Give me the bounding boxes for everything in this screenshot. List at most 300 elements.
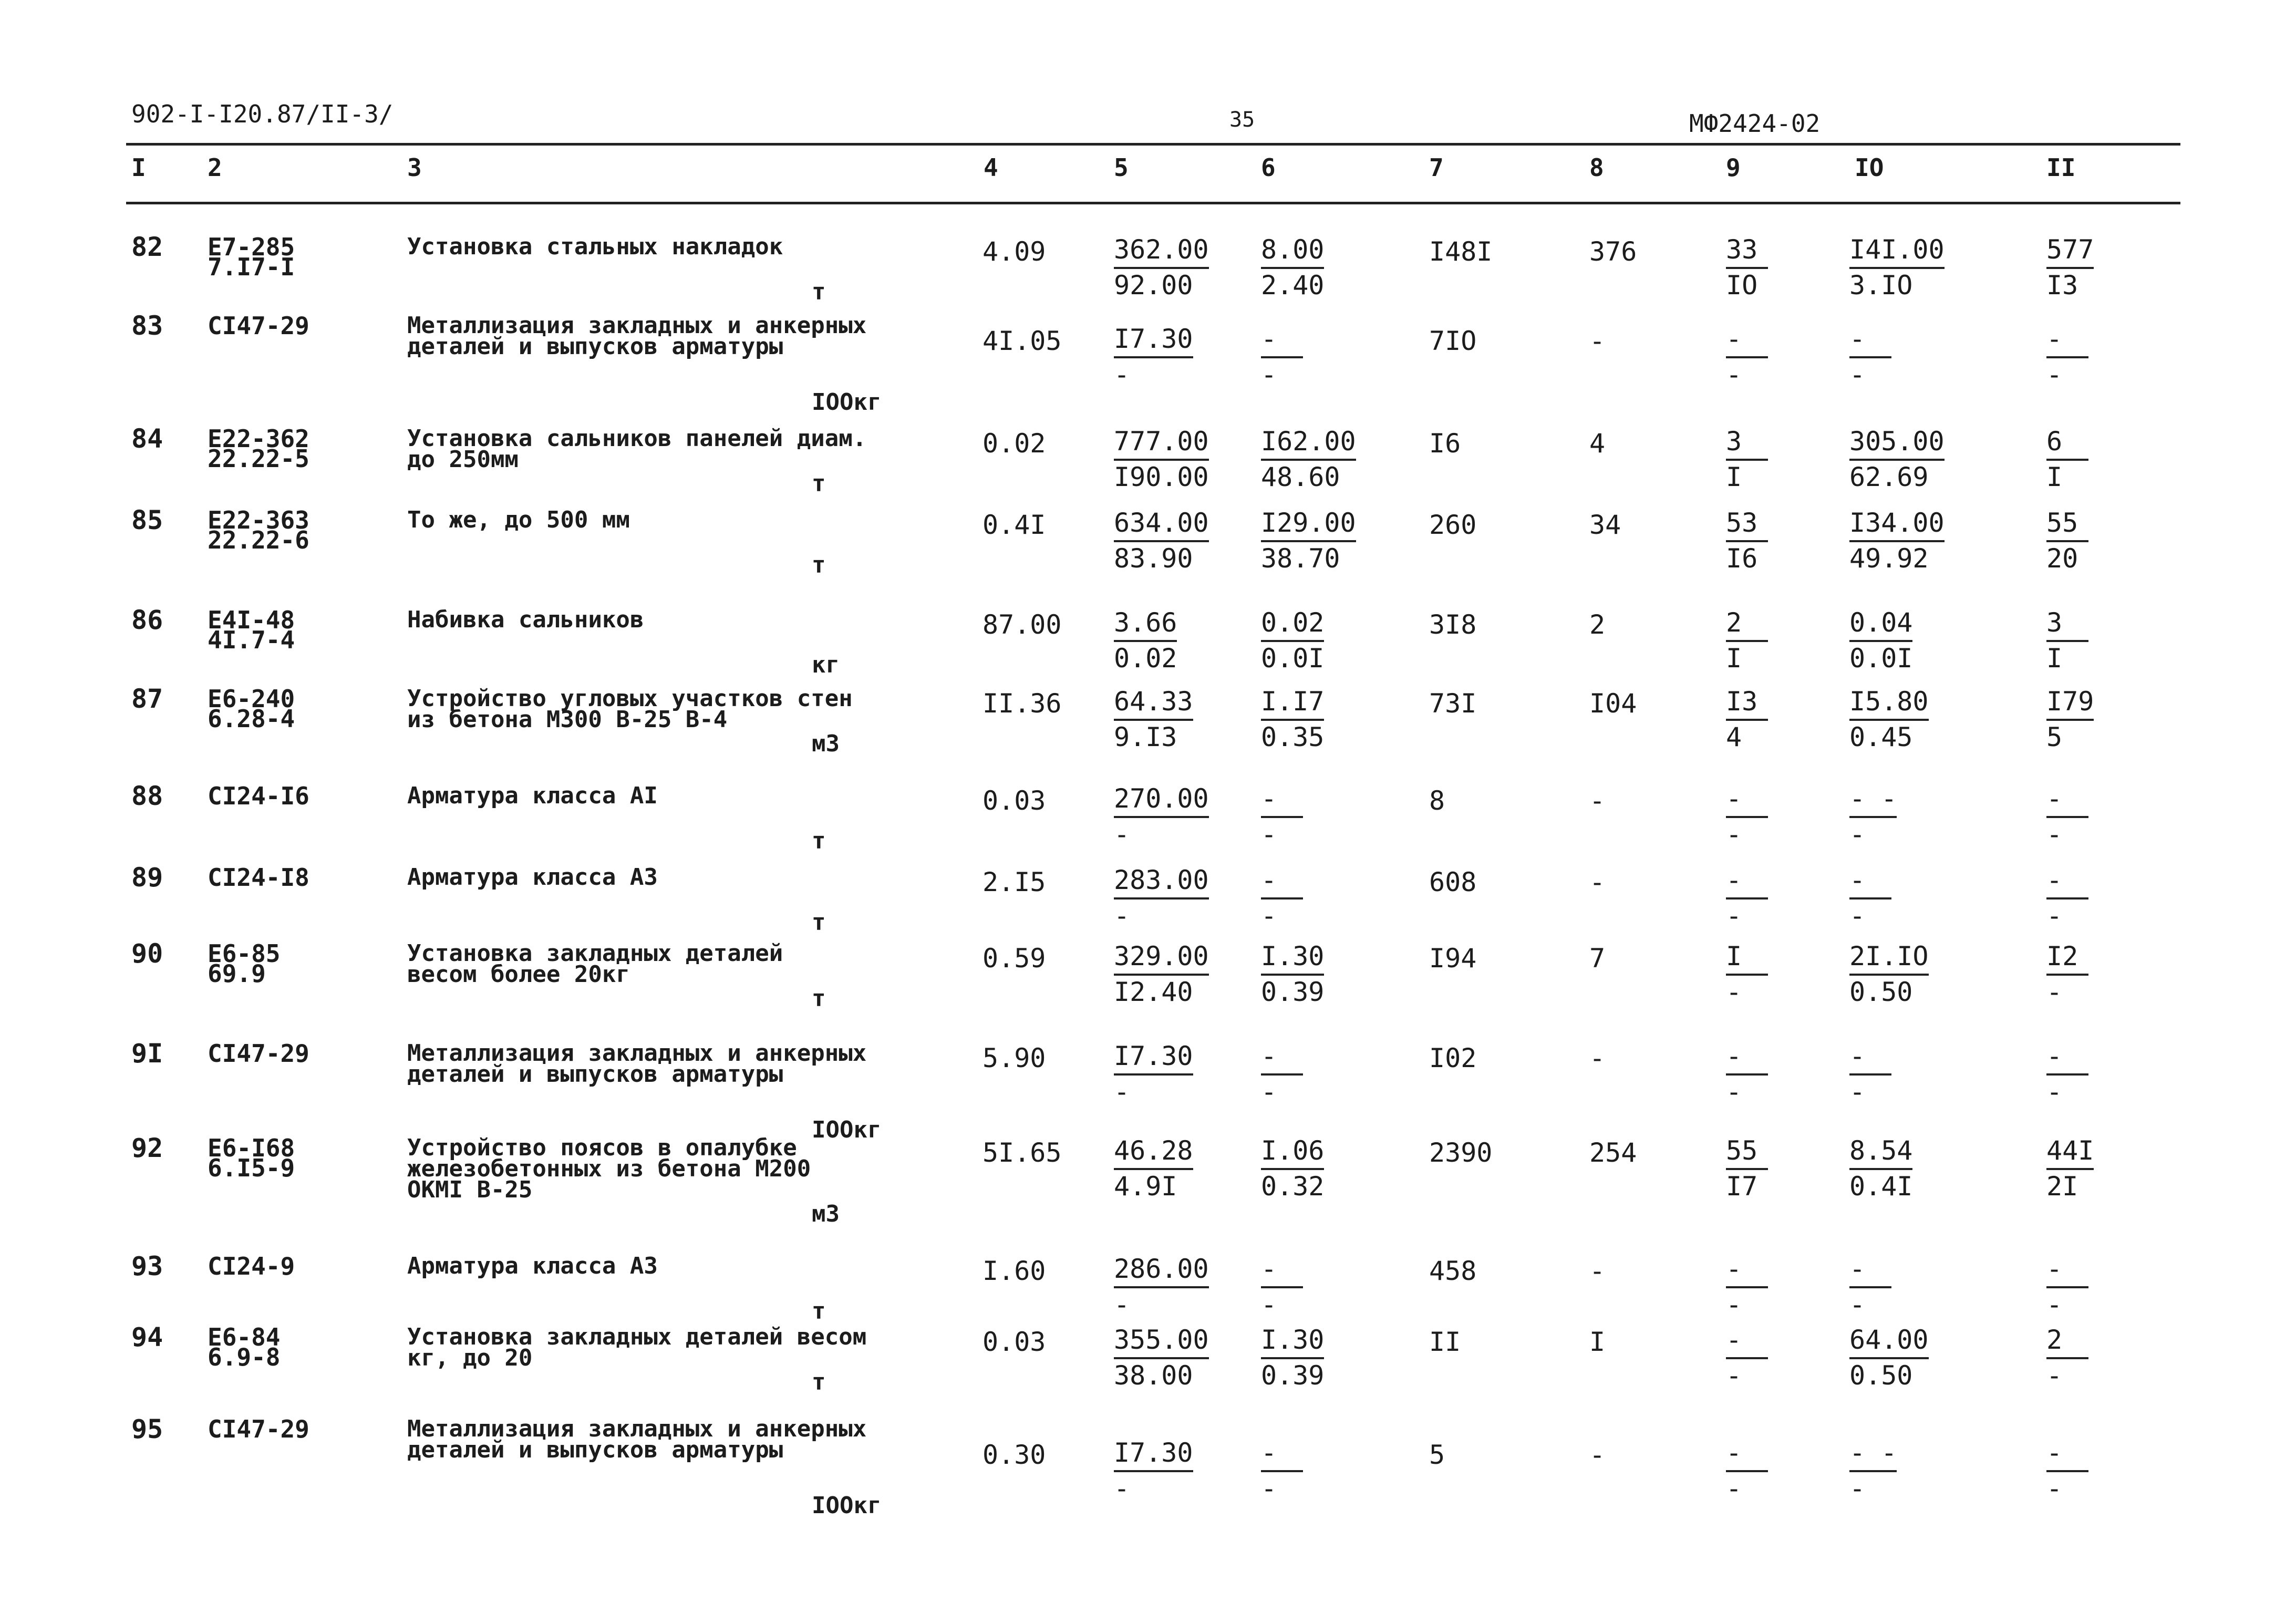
labor-fraction-numerator: - xyxy=(1726,1253,1768,1288)
total-labor-fraction-denominator: - xyxy=(2046,819,2063,850)
unit-cost-fraction xyxy=(1114,323,1193,391)
labor-fraction-numerator: 3 xyxy=(1726,425,1768,461)
total-labor-fraction-denominator: 5 xyxy=(2046,722,2063,752)
labor-norm-fraction-denominator: 49.92 xyxy=(1849,543,1929,574)
norm-code-secondary: 69.9 xyxy=(208,959,266,988)
page-number: 35 xyxy=(1229,108,1255,132)
labor-fraction xyxy=(1726,233,1768,302)
labor-norm-fraction xyxy=(1849,782,1897,851)
unit-cost-fraction-numerator: I7.30 xyxy=(1114,1040,1193,1076)
total-cost: 8 xyxy=(1429,785,1445,816)
labor-norm-fraction-denominator: 3.IO xyxy=(1849,270,1913,301)
row-number: 92 xyxy=(131,1133,163,1163)
unit-cost-fraction-numerator: 286.00 xyxy=(1114,1253,1209,1288)
labor-fraction xyxy=(1726,685,1768,753)
row-number: 93 xyxy=(131,1251,163,1281)
total-labor-fraction-numerator: 2 xyxy=(2046,1324,2088,1359)
quantity: 0.30 xyxy=(982,1440,1046,1470)
quantity: 0.03 xyxy=(982,785,1046,816)
operation-cost-fraction-denominator: - xyxy=(1261,1289,1277,1320)
labor-fraction-denominator: - xyxy=(1726,1289,1742,1320)
total-labor-fraction-numerator: - xyxy=(2046,782,2088,818)
labor-norm-fraction-denominator: - xyxy=(1849,1077,1866,1107)
labor-fraction-denominator: - xyxy=(1726,1360,1742,1391)
operation-cost-fraction-denominator: 0.32 xyxy=(1261,1171,1325,1202)
row-number: 82 xyxy=(131,232,163,262)
total-labor-fraction xyxy=(2046,1040,2088,1108)
labor-norm-fraction xyxy=(1849,864,1891,932)
quantity: 4I.05 xyxy=(982,326,1062,356)
work-description-line: до 250мм xyxy=(407,446,519,473)
labor-fraction-denominator: - xyxy=(1726,359,1742,390)
total-operation-cost: 4 xyxy=(1589,428,1606,459)
row-number: 95 xyxy=(131,1414,163,1444)
row-number: 9I xyxy=(131,1038,163,1069)
unit-cost-fraction-numerator: 46.28 xyxy=(1114,1134,1193,1170)
labor-norm-fraction xyxy=(1849,506,1945,575)
col-header-8: 8 xyxy=(1589,153,1604,182)
unit-cost-fraction-denominator: - xyxy=(1114,1077,1130,1107)
total-operation-cost: - xyxy=(1589,867,1606,897)
norm-code: E6-84 xyxy=(208,1323,281,1351)
unit-cost-fraction xyxy=(1114,782,1209,851)
labor-fraction-numerator: I xyxy=(1726,940,1768,976)
total-labor-fraction-numerator: - xyxy=(2046,1436,2088,1472)
norm-code: E22-362 xyxy=(208,425,309,453)
labor-norm-fraction xyxy=(1849,606,1912,675)
labor-norm-fraction-denominator: 0.50 xyxy=(1849,1360,1913,1391)
work-description-line: железобетонных из бетона М200 xyxy=(407,1155,811,1182)
work-description-line: Установка закладных деталей xyxy=(407,940,783,967)
unit-of-measure: т xyxy=(812,828,826,854)
labor-norm-fraction xyxy=(1849,1134,1912,1203)
labor-norm-fraction xyxy=(1849,685,1929,753)
quantity: 0.03 xyxy=(982,1327,1046,1357)
norm-code-secondary: 7.I7-I xyxy=(208,253,295,281)
total-labor-fraction-denominator: - xyxy=(2046,1360,2063,1391)
unit-of-measure: м3 xyxy=(812,1201,840,1227)
total-labor-fraction xyxy=(2046,323,2088,391)
work-description-line: кг, до 20 xyxy=(407,1345,533,1371)
unit-cost-fraction-denominator: 4.9I xyxy=(1114,1171,1177,1202)
labor-fraction-denominator: - xyxy=(1726,1473,1742,1504)
labor-norm-fraction-denominator: 0.45 xyxy=(1849,722,1913,752)
work-description-line: Металлизация закладных и анкерных xyxy=(407,1040,867,1067)
labor-fraction-numerator: - xyxy=(1726,1040,1768,1076)
labor-norm-fraction-numerator: 2I.IO xyxy=(1849,940,1929,976)
total-cost: I02 xyxy=(1429,1043,1477,1073)
operation-cost-fraction-numerator: I.30 xyxy=(1261,1324,1324,1359)
labor-fraction xyxy=(1726,1040,1768,1108)
unit-cost-fraction-denominator: I90.00 xyxy=(1114,462,1209,492)
labor-norm-fraction xyxy=(1849,940,1929,1008)
labor-fraction-denominator: - xyxy=(1726,819,1742,850)
work-description-line: То же, до 500 мм xyxy=(407,506,630,533)
labor-fraction-numerator: - xyxy=(1726,323,1768,358)
col-header-7: 7 xyxy=(1429,153,1444,182)
operation-cost-fraction-numerator: I.I7 xyxy=(1261,685,1324,721)
total-cost: I48I xyxy=(1429,236,1493,267)
operation-cost-fraction xyxy=(1261,864,1303,932)
row-number: 94 xyxy=(131,1322,163,1352)
labor-norm-fraction-numerator: 8.54 xyxy=(1849,1134,1912,1170)
operation-cost-fraction xyxy=(1261,685,1324,753)
labor-fraction-denominator: - xyxy=(1726,977,1742,1007)
norm-code: CI47-29 xyxy=(208,312,309,340)
operation-cost-fraction-denominator: 0.35 xyxy=(1261,722,1325,752)
total-operation-cost: - xyxy=(1589,785,1606,816)
labor-norm-fraction xyxy=(1849,1436,1897,1505)
total-cost: 260 xyxy=(1429,510,1477,540)
work-description-line: Установка сальников панелей диам. xyxy=(407,425,867,452)
unit-cost-fraction xyxy=(1114,864,1209,932)
operation-cost-fraction-denominator: - xyxy=(1261,901,1277,931)
operation-cost-fraction xyxy=(1261,940,1324,1008)
work-description-line: Набивка сальников xyxy=(407,606,644,633)
unit-of-measure: IOOкг xyxy=(812,1492,882,1519)
quantity: 0.02 xyxy=(982,428,1046,459)
operation-cost-fraction xyxy=(1261,425,1356,493)
total-labor-fraction xyxy=(2046,782,2088,851)
total-cost: 7IO xyxy=(1429,326,1477,356)
unit-of-measure: т xyxy=(812,985,826,1012)
total-labor-fraction-denominator: - xyxy=(2046,359,2063,390)
quantity: 0.59 xyxy=(982,943,1046,974)
labor-fraction-denominator: - xyxy=(1726,901,1742,931)
labor-fraction xyxy=(1726,425,1768,493)
quantity: 5I.65 xyxy=(982,1138,1062,1168)
col-header-6: 6 xyxy=(1261,153,1276,182)
unit-of-measure: т xyxy=(812,1369,826,1395)
unit-cost-fraction xyxy=(1114,506,1209,575)
operation-cost-fraction-denominator: - xyxy=(1261,819,1277,850)
total-labor-fraction-numerator: 3 xyxy=(2046,606,2088,642)
labor-fraction-numerator: 53 xyxy=(1726,506,1768,542)
total-cost: I94 xyxy=(1429,943,1477,974)
unit-of-measure: т xyxy=(812,470,826,497)
operation-cost-fraction-numerator: 0.02 xyxy=(1261,606,1324,642)
operation-cost-fraction xyxy=(1261,782,1303,851)
operation-cost-fraction-numerator: - xyxy=(1261,323,1303,358)
total-labor-fraction-numerator: 577 xyxy=(2046,233,2094,269)
labor-norm-fraction-numerator: - - xyxy=(1849,1436,1897,1472)
unit-of-measure: м3 xyxy=(812,730,840,757)
quantity: 87.00 xyxy=(982,609,1062,640)
unit-cost-fraction-denominator: - xyxy=(1114,819,1130,850)
total-operation-cost: - xyxy=(1589,1440,1606,1470)
total-operation-cost: I xyxy=(1589,1327,1606,1357)
norm-code-secondary: 6.9-8 xyxy=(208,1343,281,1371)
total-operation-cost: 7 xyxy=(1589,943,1606,974)
unit-cost-fraction xyxy=(1114,425,1209,493)
unit-cost-fraction-numerator: 329.00 xyxy=(1114,940,1209,976)
operation-cost-fraction-denominator: 0.39 xyxy=(1261,977,1325,1007)
total-labor-fraction xyxy=(2046,1436,2088,1505)
quantity: II.36 xyxy=(982,688,1062,719)
labor-fraction-numerator: - xyxy=(1726,864,1768,899)
total-cost: 5 xyxy=(1429,1440,1445,1470)
total-labor-fraction xyxy=(2046,425,2088,493)
row-number: 83 xyxy=(131,311,163,341)
unit-of-measure: т xyxy=(812,1298,826,1325)
total-operation-cost: - xyxy=(1589,1043,1606,1073)
work-description-line: Арматура класса А3 xyxy=(407,864,658,891)
labor-fraction-denominator: I6 xyxy=(1726,543,1758,574)
norm-code-secondary: 6.I5-9 xyxy=(208,1154,295,1182)
work-description-line: весом более 20кг xyxy=(407,961,630,988)
norm-code: CI24-9 xyxy=(208,1252,295,1280)
unit-cost-fraction xyxy=(1114,1040,1193,1108)
operation-cost-fraction xyxy=(1261,1253,1303,1321)
unit-of-measure: т xyxy=(812,278,826,305)
total-labor-fraction xyxy=(2046,940,2088,1008)
labor-norm-fraction-numerator: - xyxy=(1849,323,1891,358)
total-labor-fraction-numerator: I79 xyxy=(2046,685,2094,721)
operation-cost-fraction xyxy=(1261,1324,1324,1392)
total-labor-fraction-numerator: - xyxy=(2046,1040,2088,1076)
labor-fraction-numerator: 55 xyxy=(1726,1134,1768,1170)
unit-cost-fraction-denominator: 38.00 xyxy=(1114,1360,1193,1391)
total-operation-cost: 2 xyxy=(1589,609,1606,640)
total-labor-fraction-denominator: I xyxy=(2046,643,2063,674)
labor-norm-fraction xyxy=(1849,323,1891,391)
norm-code: E7-285 xyxy=(208,233,295,261)
total-labor-fraction xyxy=(2046,1253,2088,1321)
unit-cost-fraction xyxy=(1114,233,1209,302)
unit-cost-fraction xyxy=(1114,1436,1193,1505)
work-description-line: OKMI B-25 xyxy=(407,1176,533,1203)
labor-norm-fraction-numerator: I5.80 xyxy=(1849,685,1929,721)
labor-fraction-denominator: I xyxy=(1726,643,1742,674)
unit-of-measure: IOOкг xyxy=(812,1116,882,1143)
labor-norm-fraction xyxy=(1849,1040,1891,1108)
unit-cost-fraction-numerator: 355.00 xyxy=(1114,1324,1209,1359)
total-cost: 458 xyxy=(1429,1256,1477,1286)
total-labor-fraction-numerator: 6 xyxy=(2046,425,2088,461)
unit-cost-fraction xyxy=(1114,940,1209,1008)
norm-code: E6-85 xyxy=(208,939,281,968)
operation-cost-fraction-numerator: I.30 xyxy=(1261,940,1324,976)
unit-cost-fraction-numerator: 64.33 xyxy=(1114,685,1193,721)
unit-cost-fraction-numerator: 362.00 xyxy=(1114,233,1209,269)
col-header-3: 3 xyxy=(407,153,422,182)
labor-norm-fraction-numerator: - - xyxy=(1849,782,1897,818)
labor-norm-fraction-denominator: 0.4I xyxy=(1849,1171,1913,1202)
quantity: 4.09 xyxy=(982,236,1046,267)
operation-cost-fraction-denominator: 48.60 xyxy=(1261,462,1340,492)
total-operation-cost: 254 xyxy=(1589,1138,1637,1168)
labor-fraction-numerator: 2 xyxy=(1726,606,1768,642)
total-labor-fraction-numerator: 55 xyxy=(2046,506,2088,542)
total-labor-fraction-denominator: I3 xyxy=(2046,270,2078,301)
col-header-5: 5 xyxy=(1114,153,1129,182)
row-number: 89 xyxy=(131,862,163,893)
operation-cost-fraction-denominator: 2.40 xyxy=(1261,270,1325,301)
work-description-line: Арматура класса А3 xyxy=(407,1253,658,1279)
operation-cost-fraction-numerator: I29.00 xyxy=(1261,506,1356,542)
total-labor-fraction-numerator: - xyxy=(2046,323,2088,358)
work-description-line: из бетона М300 В-25 В-4 xyxy=(407,706,728,733)
labor-fraction-numerator: - xyxy=(1726,1324,1768,1359)
operation-cost-fraction-numerator: - xyxy=(1261,864,1303,899)
unit-of-measure: т xyxy=(812,909,826,936)
operation-cost-fraction-denominator: - xyxy=(1261,1077,1277,1107)
unit-of-measure: т xyxy=(812,552,826,578)
work-description-line: Установка закладных деталей весом xyxy=(407,1324,867,1350)
total-cost: 608 xyxy=(1429,867,1477,897)
labor-fraction xyxy=(1726,1134,1768,1203)
labor-fraction-denominator: I7 xyxy=(1726,1171,1758,1202)
total-labor-fraction-denominator: 20 xyxy=(2046,543,2078,574)
total-operation-cost: I04 xyxy=(1589,688,1637,719)
labor-fraction-numerator: - xyxy=(1726,782,1768,818)
operation-cost-fraction-numerator: I.06 xyxy=(1261,1134,1324,1170)
total-cost: II xyxy=(1429,1327,1461,1357)
quantity: 5.90 xyxy=(982,1043,1046,1073)
labor-norm-fraction-numerator: I4I.00 xyxy=(1849,233,1945,269)
unit-cost-fraction-numerator: 3.66 xyxy=(1114,606,1177,642)
labor-norm-fraction-numerator: - xyxy=(1849,864,1891,899)
unit-cost-fraction xyxy=(1114,1253,1209,1321)
operation-cost-fraction-numerator: - xyxy=(1261,1040,1303,1076)
total-cost: 3I8 xyxy=(1429,609,1477,640)
work-description-line: Установка стальных накладок xyxy=(407,233,783,260)
total-labor-fraction-denominator: 2I xyxy=(2046,1171,2078,1202)
quantity: 0.4I xyxy=(982,510,1046,540)
total-labor-fraction-denominator: - xyxy=(2046,901,2063,931)
quantity: I.60 xyxy=(982,1256,1046,1286)
unit-cost-fraction-numerator: 634.00 xyxy=(1114,506,1209,542)
norm-code-secondary: 22.22-6 xyxy=(208,526,309,554)
labor-norm-fraction-numerator: 305.00 xyxy=(1849,425,1945,461)
unit-cost-fraction-denominator: - xyxy=(1114,1473,1130,1504)
total-cost: 2390 xyxy=(1429,1138,1493,1168)
norm-code: E4I-48 xyxy=(208,606,295,634)
labor-norm-fraction-numerator: I34.00 xyxy=(1849,506,1945,542)
operation-cost-fraction xyxy=(1261,606,1324,675)
total-labor-fraction xyxy=(2046,506,2088,575)
unit-cost-fraction xyxy=(1114,1324,1209,1392)
unit-cost-fraction-denominator: 0.02 xyxy=(1114,643,1177,674)
total-operation-cost: 34 xyxy=(1589,510,1621,540)
unit-cost-fraction xyxy=(1114,606,1177,675)
unit-cost-fraction-numerator: I7.30 xyxy=(1114,323,1193,358)
total-labor-fraction-denominator: - xyxy=(2046,977,2063,1007)
operation-cost-fraction xyxy=(1261,1040,1303,1108)
labor-norm-fraction-denominator: 0.50 xyxy=(1849,977,1913,1007)
labor-norm-fraction-numerator: 64.00 xyxy=(1849,1324,1929,1359)
row-number: 85 xyxy=(131,505,163,535)
col-header-10: IO xyxy=(1855,153,1884,182)
operation-cost-fraction-numerator: - xyxy=(1261,1253,1303,1288)
labor-norm-fraction-denominator: - xyxy=(1849,819,1866,850)
total-cost: 73I xyxy=(1429,688,1477,719)
col-header-4: 4 xyxy=(984,153,998,182)
labor-fraction xyxy=(1726,1324,1768,1392)
labor-norm-fraction xyxy=(1849,425,1945,493)
total-labor-fraction-numerator: - xyxy=(2046,864,2088,899)
labor-norm-fraction xyxy=(1849,1324,1929,1392)
top-rule xyxy=(126,143,2180,146)
total-labor-fraction xyxy=(2046,606,2088,675)
labor-fraction xyxy=(1726,506,1768,575)
unit-cost-fraction-numerator: 283.00 xyxy=(1114,864,1209,899)
row-number: 87 xyxy=(131,684,163,714)
total-cost: I6 xyxy=(1429,428,1461,459)
row-number: 90 xyxy=(131,938,163,969)
operation-cost-fraction xyxy=(1261,1134,1324,1203)
total-labor-fraction-denominator: - xyxy=(2046,1289,2063,1320)
unit-cost-fraction-denominator: - xyxy=(1114,359,1130,390)
operation-cost-fraction-denominator: 38.70 xyxy=(1261,543,1340,574)
labor-norm-fraction-denominator: - xyxy=(1849,901,1866,931)
unit-cost-fraction-denominator: - xyxy=(1114,1289,1130,1320)
labor-fraction xyxy=(1726,323,1768,391)
unit-cost-fraction-numerator: 270.00 xyxy=(1114,782,1209,818)
labor-fraction xyxy=(1726,782,1768,851)
total-operation-cost: 376 xyxy=(1589,236,1637,267)
unit-cost-fraction-denominator: 9.I3 xyxy=(1114,722,1177,752)
labor-fraction-denominator: 4 xyxy=(1726,722,1742,752)
total-labor-fraction xyxy=(2046,864,2088,932)
labor-fraction-numerator: - xyxy=(1726,1436,1768,1472)
operation-cost-fraction-numerator: - xyxy=(1261,1436,1303,1472)
work-description-line: деталей и выпусков арматуры xyxy=(407,1436,783,1463)
labor-fraction-denominator: IO xyxy=(1726,270,1758,301)
unit-cost-fraction xyxy=(1114,1134,1193,1203)
labor-fraction xyxy=(1726,864,1768,932)
labor-norm-fraction-denominator: - xyxy=(1849,1473,1866,1504)
labor-norm-fraction-denominator: - xyxy=(1849,359,1866,390)
norm-code: CI47-29 xyxy=(208,1039,309,1068)
labor-norm-fraction-denominator: - xyxy=(1849,1289,1866,1320)
norm-code: CI24-I6 xyxy=(208,782,309,810)
total-labor-fraction-numerator: - xyxy=(2046,1253,2088,1288)
unit-of-measure: IOOкг xyxy=(812,389,882,416)
total-labor-fraction xyxy=(2046,1324,2088,1392)
unit-of-measure: кг xyxy=(812,652,840,678)
unit-cost-fraction-denominator: 83.90 xyxy=(1114,543,1193,574)
operation-cost-fraction xyxy=(1261,323,1303,391)
unit-cost-fraction-numerator: 777.00 xyxy=(1114,425,1209,461)
unit-cost-fraction xyxy=(1114,685,1193,753)
total-labor-fraction xyxy=(2046,685,2094,753)
labor-norm-fraction-denominator: 62.69 xyxy=(1849,462,1929,492)
norm-code: CI47-29 xyxy=(208,1415,309,1443)
labor-norm-fraction-numerator: - xyxy=(1849,1040,1891,1076)
document-code: 902-I-I20.87/II-3/ xyxy=(131,100,394,128)
quantity: 2.I5 xyxy=(982,867,1046,897)
unit-cost-fraction-denominator: 92.00 xyxy=(1114,270,1193,301)
work-description-line: Устройство поясов в опалубке xyxy=(407,1134,797,1161)
total-operation-cost: - xyxy=(1589,326,1606,356)
total-labor-fraction xyxy=(2046,1134,2094,1203)
work-description-line: Арматура класса АI xyxy=(407,782,658,809)
operation-cost-fraction xyxy=(1261,506,1356,575)
labor-fraction xyxy=(1726,606,1768,675)
labor-norm-fraction-denominator: 0.0I xyxy=(1849,643,1913,674)
labor-fraction xyxy=(1726,1253,1768,1321)
labor-fraction xyxy=(1726,940,1768,1008)
norm-code-secondary: 4I.7-4 xyxy=(208,626,295,654)
labor-norm-fraction xyxy=(1849,1253,1891,1321)
norm-code: E6-240 xyxy=(208,685,295,713)
labor-fraction-numerator: I3 xyxy=(1726,685,1768,721)
row-number: 88 xyxy=(131,781,163,811)
labor-fraction-denominator: - xyxy=(1726,1077,1742,1107)
work-description-line: Металлизация закладных и анкерных xyxy=(407,312,867,339)
row-number: 86 xyxy=(131,605,163,635)
